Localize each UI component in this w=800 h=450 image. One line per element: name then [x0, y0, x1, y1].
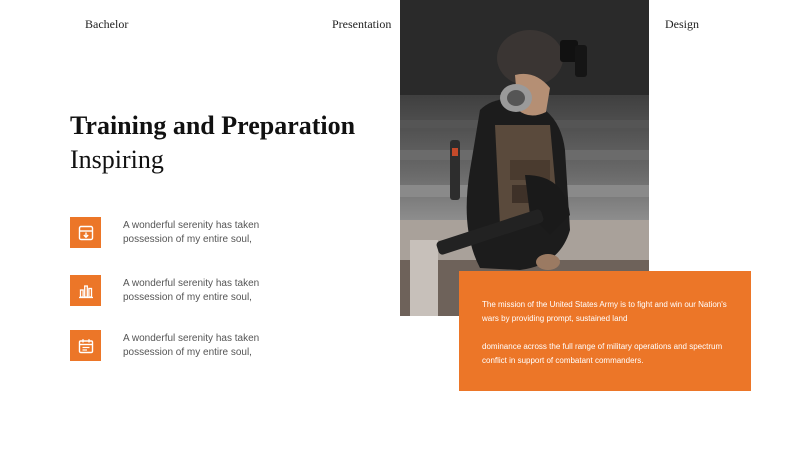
nav-bachelor: Bachelor [85, 17, 129, 31]
nav-design: Design [665, 17, 699, 31]
soldier-illustration [400, 0, 649, 316]
download-box-icon [70, 217, 101, 248]
feature-text-3: A wonderful serenity has taken possession of my entire soul, [123, 333, 260, 358]
nav-presentation: Presentation [332, 17, 392, 31]
page-title: Training and Preparation [70, 111, 356, 140]
calendar-icon [70, 330, 101, 361]
mission-paragraph-2: dominance across the full range of military operations and spectrum conflict in support of combatant commanders. [482, 342, 723, 365]
bar-chart-icon [70, 275, 101, 306]
mission-info-box [459, 271, 751, 391]
page-subtitle: Inspiring [70, 145, 164, 174]
feature-item-2 [70, 275, 360, 307]
feature-text-1: A wonderful serenity has taken possession of my entire soul, [123, 220, 260, 245]
feature-text-2: A wonderful serenity has taken possession of my entire soul, [123, 278, 260, 303]
feature-item-1 [70, 217, 360, 249]
mission-paragraph-1: The mission of the United States Army is to fight and win our Nation's wars by providing prompt, sustained land [482, 300, 727, 323]
feature-item-3 [70, 330, 360, 362]
soldier-photo [400, 0, 649, 316]
